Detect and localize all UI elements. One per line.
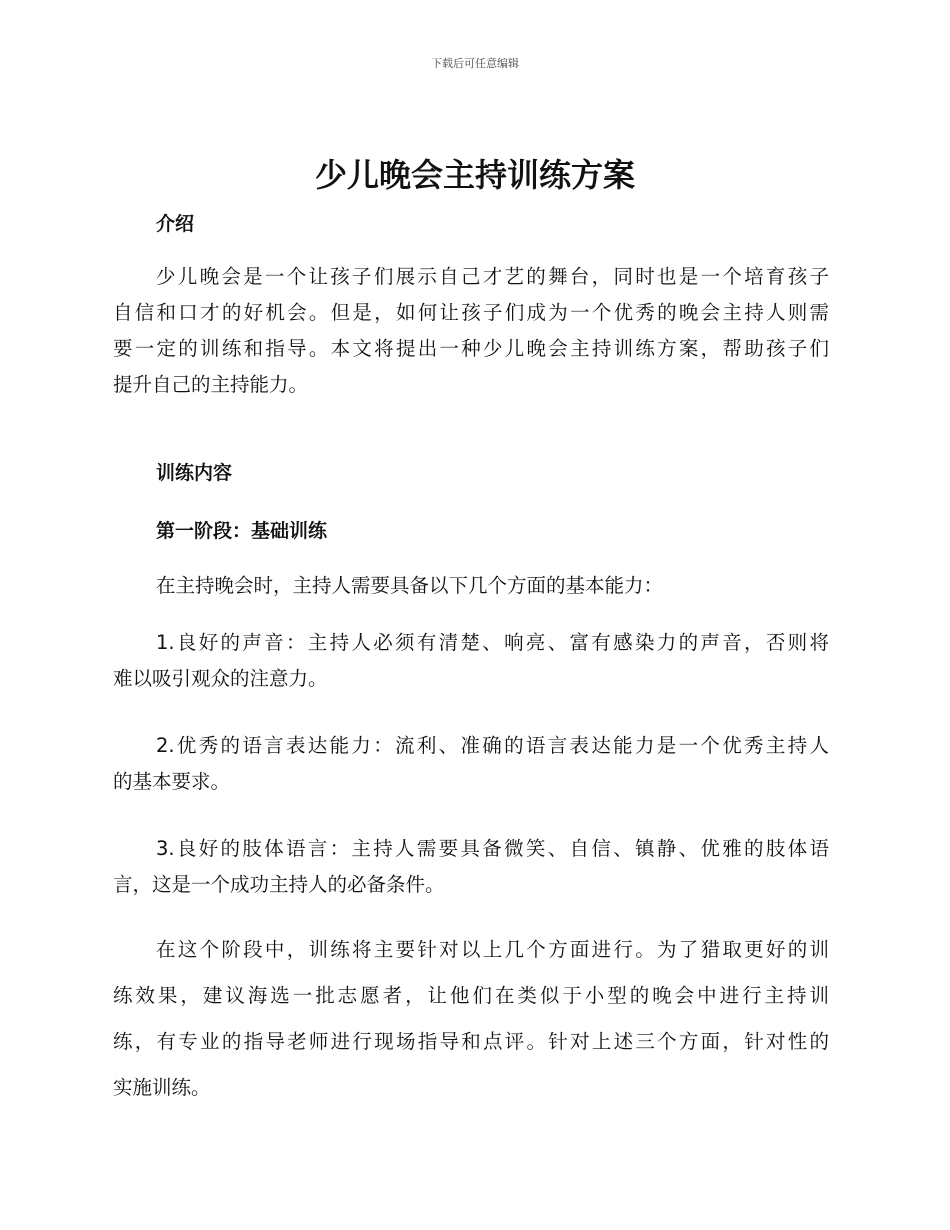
point1-paragraph [113, 625, 829, 697]
stage1-heading: 第一阶段：基础训练 [156, 520, 328, 542]
stage1-summary-line: 实施训练。 [113, 1076, 211, 1099]
stage1-intro-line: 在主持晚会时，主持人需要具备以下几个方面的基本能力： [156, 574, 664, 597]
point1-line: 难以吸引观众的注意力。 [113, 667, 328, 690]
training-content-heading: 训练内容 [156, 462, 233, 484]
stage1-summary-line: 在这个阶段中，训练将主要针对以上几个方面进行。为了猎取更好的训 [156, 938, 829, 961]
intro-heading: 介绍 [156, 213, 195, 235]
intro-line: 提升自己的主持能力。 [113, 373, 309, 396]
point2-line: 2.优秀的语言表达能力：流利、准确的语言表达能力是一个优秀主持人 [156, 734, 829, 757]
intro-line: 自信和口才的好机会。但是，如何让孩子们成为一个优秀的晚会主持人则需 [113, 301, 829, 324]
document-title: 少儿晚会主持训练方案 [314, 156, 635, 194]
intro-paragraph [113, 259, 829, 403]
header-note: 下载后可任意编辑 [431, 57, 519, 70]
point2-line: 的基本要求。 [113, 770, 231, 793]
point3-line: 3.良好的肢体语言：主持人需要具备微笑、自信、镇静、优雅的肢体语 [156, 837, 829, 860]
stage1-summary-line: 练效果，建议海选一批志愿者，让他们在类似于小型的晚会中进行主持训 [113, 984, 829, 1007]
intro-line: 要一定的训练和指导。本文将提出一种少儿晚会主持训练方案，帮助孩子们 [113, 337, 829, 360]
point2-paragraph [113, 728, 829, 800]
intro-line: 少儿晚会是一个让孩子们展示自己才艺的舞台，同时也是一个培育孩子 [156, 265, 829, 288]
point1-line: 1.良好的声音：主持人必须有清楚、响亮、富有感染力的声音，否则将 [156, 631, 829, 654]
point3-paragraph [113, 831, 829, 903]
point3-line: 言，这是一个成功主持人的必备条件。 [113, 873, 445, 896]
stage1-intro-paragraph [113, 568, 829, 604]
stage1-summary-line: 练，有专业的指导老师进行现场指导和点评。针对上述三个方面，针对性的 [113, 1030, 829, 1053]
stage1-summary-paragraph [113, 932, 829, 1106]
